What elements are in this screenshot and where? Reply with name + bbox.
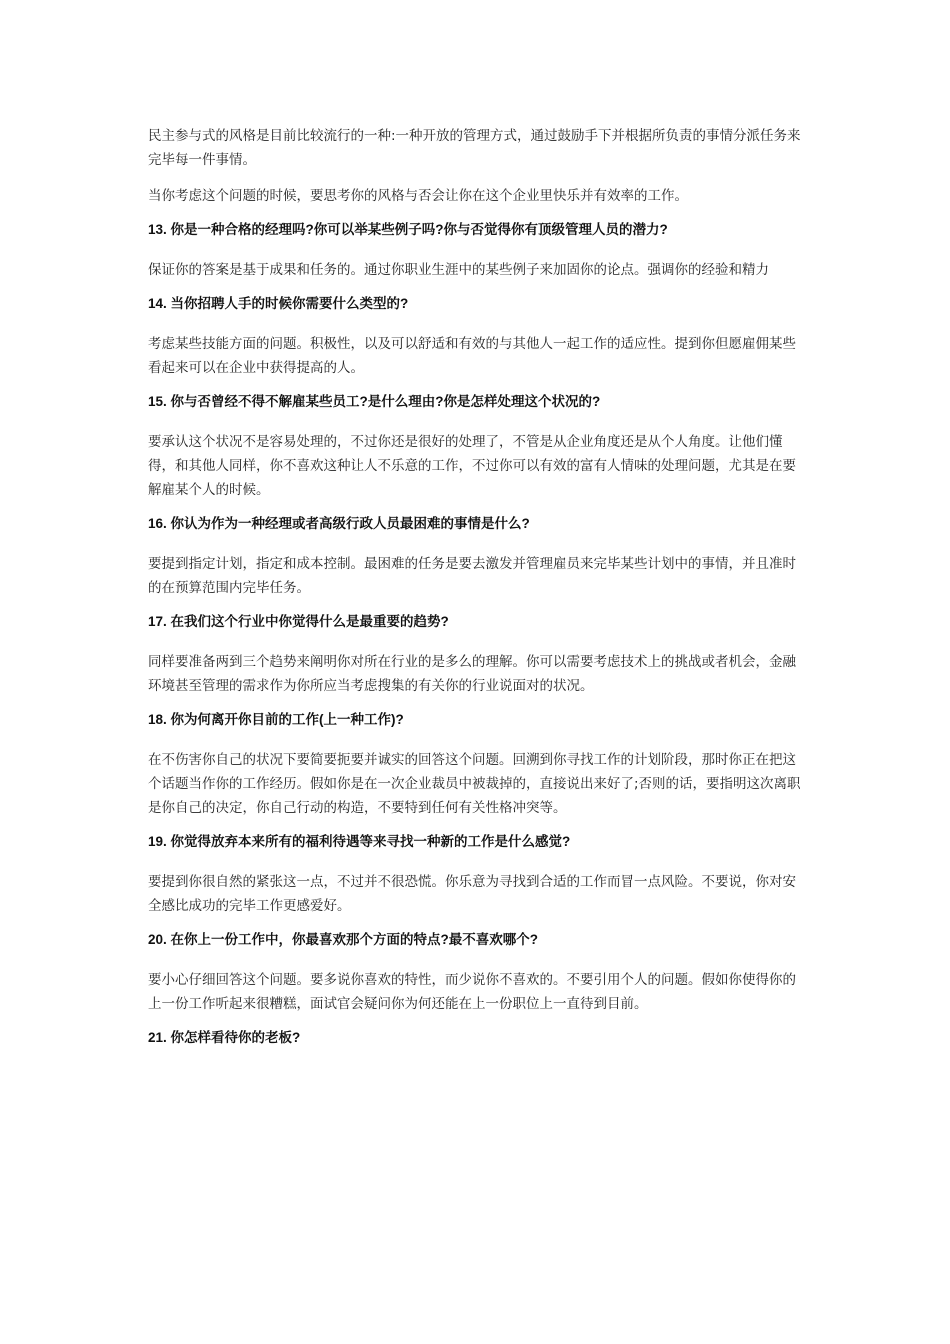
- question-heading: 21. 你怎样看待你的老板?: [148, 1030, 301, 1045]
- paragraph: 民主参与式的风格是目前比较流行的一种:一种开放的管理方式，通过鼓励手下并根据所负责的事情分派任务来完毕每一件事情。: [148, 128, 801, 168]
- paragraph: 要提到指定计划，指定和成本控制。最困难的任务是要去激发并管理雇员来完毕某些计划中的事情，并且准时的在预算范围内完毕任务。: [148, 556, 796, 596]
- question-heading: 19. 你觉得放弃本来所有的福利待遇等来寻找一种新的工作是什么感觉?: [148, 834, 571, 849]
- question-heading: 20. 在你上一份工作中，你最喜欢那个方面的特点?最不喜欢哪个?: [148, 932, 539, 947]
- paragraph: 当你考虑这个问题的时候，要思考你的风格与否会让你在这个企业里快乐并有效率的工作。: [148, 188, 688, 204]
- paragraph: 考虑某些技能方面的问题。积极性，以及可以舒适和有效的与其他人一起工作的适应性。提到你但愿雇佣某些看起来可以在企业中获得提高的人。: [148, 336, 796, 376]
- document-page: [148, 124, 804, 1066]
- paragraph: 同样要准备两到三个趋势来阐明你对所在行业的是多么的理解。你可以需要考虑技术上的挑战或者机会，金融环境甚至管理的需求作为你所应当考虑搜集的有关你的行业说面对的状况。: [148, 654, 796, 694]
- question-heading: 13. 你是一种合格的经理吗?你可以举某些例子吗?你与否觉得你有顶级管理人员的潜力?: [148, 222, 668, 237]
- paragraph: 在不伤害你自己的状况下要简要扼要并诚实的回答这个问题。回溯到你寻找工作的计划阶段，那时你正在把这个话题当作你的工作经历。假如你是在一次企业裁员中被裁掉的，直接说出来好了;否则的话，要指明这次离职是你自己的决定，你自己行动的构造，不要特到任何有关性格冲突等。: [148, 752, 801, 816]
- paragraph: 要承认这个状况不是容易处理的，不过你还是很好的处理了，不管是从企业角度还是从个人角度。让他们懂得，和其他人同样，你不喜欢这种让人不乐意的工作，不过你可以有效的富有人情味的处理问题，尤其是在要解雇某个人的时候。: [148, 434, 796, 498]
- question-heading: 18. 你为何离开你目前的工作(上一种工作)?: [148, 712, 404, 727]
- paragraph: 要小心仔细回答这个问题。要多说你喜欢的特性，而少说你不喜欢的。不要引用个人的问题。假如你使得你的上一份工作听起来很糟糕，面试官会疑问你为何还能在上一份职位上一直待到目前。: [148, 972, 796, 1012]
- paragraph: 要提到你很自然的紧张这一点，不过并不很恐慌。你乐意为寻找到合适的工作而冒一点风险。不要说，你对安全感比成功的完毕工作更感爱好。: [148, 874, 796, 914]
- paragraph: 保证你的答案是基于成果和任务的。通过你职业生涯中的某些例子来加固你的论点。强调你的经验和精力: [148, 262, 769, 278]
- question-heading: 14. 当你招聘人手的时候你需要什么类型的?: [148, 296, 409, 311]
- question-heading: 17. 在我们这个行业中你觉得什么是最重要的趋势?: [148, 614, 449, 629]
- question-heading: 16. 你认为作为一种经理或者高级行政人员最困难的事情是什么?: [148, 516, 530, 531]
- question-heading: 15. 你与否曾经不得不解雇某些员工?是什么理由?你是怎样处理这个状况的?: [148, 394, 601, 409]
